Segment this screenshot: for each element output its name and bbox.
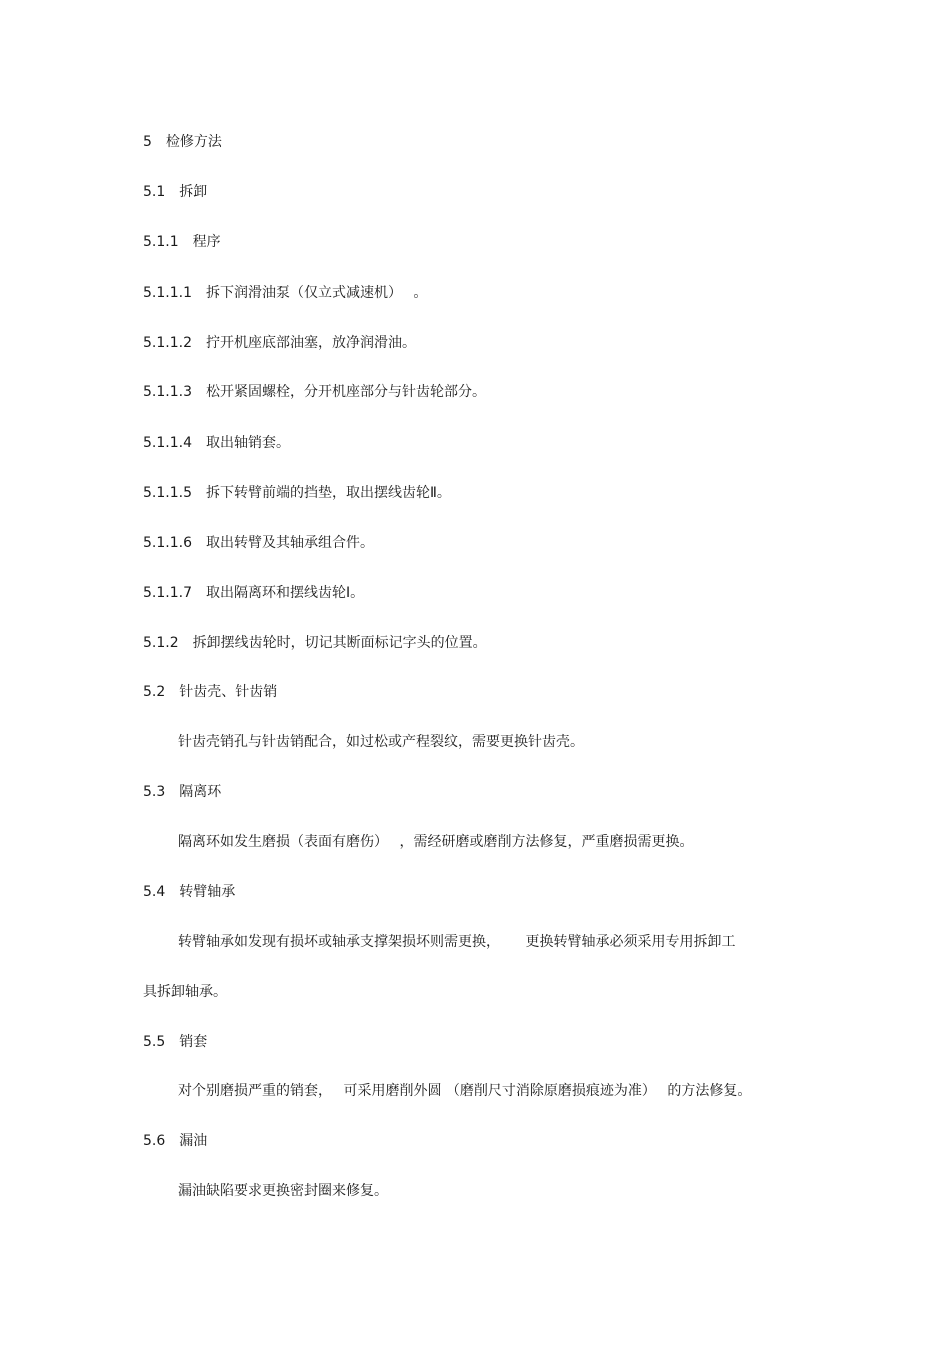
section-title: 漏油 — [179, 1133, 208, 1149]
section-title: 隔离环 — [179, 784, 222, 800]
section-number: 5.2 — [143, 684, 166, 700]
section-number: 5.1.1 — [143, 234, 179, 250]
step-text: 取出转臂及其轴承组合件。 — [205, 535, 374, 551]
paragraph-text: 隔离环如发生磨损（表面有磨伤） ，需经研磨或磨削方法修复，严重磨损需更换。 — [178, 834, 694, 850]
paragraph-text: 针齿壳销孔与针齿销配合，如过松或产程裂纹，需要更换针齿壳。 — [178, 734, 584, 750]
paragraph-text: 转臂轴承如发现有损坏或轴承支撑架损坏则需更换， 更换转臂轴承必须采用专用拆卸工 — [178, 934, 736, 950]
step-number: 5.1.1.3 — [143, 384, 192, 400]
step-text: 取出隔离环和摆线齿轮Ⅰ。 — [205, 585, 365, 601]
step-text: 拧开机座底部油塞，放净润滑油。 — [205, 335, 416, 351]
section-heading-5-1-1 — [143, 233, 221, 251]
step-text: 取出轴销套。 — [205, 435, 290, 451]
section-title: 针齿壳、针齿销 — [179, 684, 278, 700]
paragraph-5-4-line-2 — [143, 983, 227, 1001]
section-5-1-2 — [143, 634, 487, 652]
step-number: 5.1.1.1 — [143, 285, 192, 301]
paragraph-5-4-line-1 — [178, 933, 735, 951]
step-number: 5.1.1.5 — [143, 485, 192, 501]
step-5-1-1-6 — [143, 534, 374, 552]
step-text: 拆下转臂前端的挡垫，取出摆线齿轮Ⅱ。 — [205, 485, 451, 501]
paragraph-text: 漏油缺陷要求更换密封圈来修复。 — [178, 1183, 388, 1199]
section-heading-5-5 — [143, 1033, 207, 1051]
section-title: 检修方法 — [165, 134, 222, 150]
section-heading-5-4 — [143, 883, 235, 901]
step-number: 5.1.1.4 — [143, 435, 192, 451]
paragraph-text: 对个别磨损严重的销套， 可采用磨削外圆 （磨削尺寸消除原磨损痕迹为准） 的方法修复。 — [178, 1083, 752, 1099]
section-number: 5.1 — [143, 184, 166, 200]
step-5-1-1-7 — [143, 584, 364, 602]
section-heading-5-3 — [143, 783, 221, 801]
section-number: 5.5 — [143, 1034, 166, 1050]
section-heading-5-1 — [143, 183, 207, 201]
section-number: 5.6 — [143, 1133, 166, 1149]
paragraph-5-3 — [178, 833, 693, 851]
paragraph-5-5 — [178, 1082, 751, 1100]
step-number: 5.1.1.7 — [143, 585, 192, 601]
section-heading-5-2 — [143, 683, 277, 701]
paragraph-text: 具拆卸轴承。 — [143, 984, 227, 1000]
step-number: 5.1.1.2 — [143, 335, 192, 351]
section-number: 5.3 — [143, 784, 166, 800]
step-5-1-1-2 — [143, 334, 416, 352]
step-5-1-1-5 — [143, 484, 451, 502]
step-text: 松开紧固螺栓，分开机座部分与针齿轮部分。 — [205, 384, 486, 400]
section-title: 销套 — [179, 1034, 208, 1050]
section-number: 5.4 — [143, 884, 166, 900]
paragraph-5-6 — [178, 1182, 388, 1200]
step-5-1-1-3 — [143, 383, 486, 401]
section-title: 程序 — [192, 234, 221, 250]
section-number: 5.1.2 — [143, 635, 179, 651]
step-number: 5.1.1.6 — [143, 535, 192, 551]
step-5-1-1-1 — [143, 284, 427, 302]
section-text: 拆卸摆线齿轮时，切记其断面标记字头的位置。 — [192, 635, 487, 651]
section-heading-5 — [143, 133, 222, 151]
step-5-1-1-4 — [143, 434, 290, 452]
section-title: 拆卸 — [179, 184, 208, 200]
section-title: 转臂轴承 — [179, 884, 236, 900]
paragraph-5-2 — [178, 733, 584, 751]
section-heading-5-6 — [143, 1132, 207, 1150]
section-number: 5 — [143, 134, 152, 150]
step-text: 拆下润滑油泵（仅立式减速机） 。 — [205, 285, 428, 301]
